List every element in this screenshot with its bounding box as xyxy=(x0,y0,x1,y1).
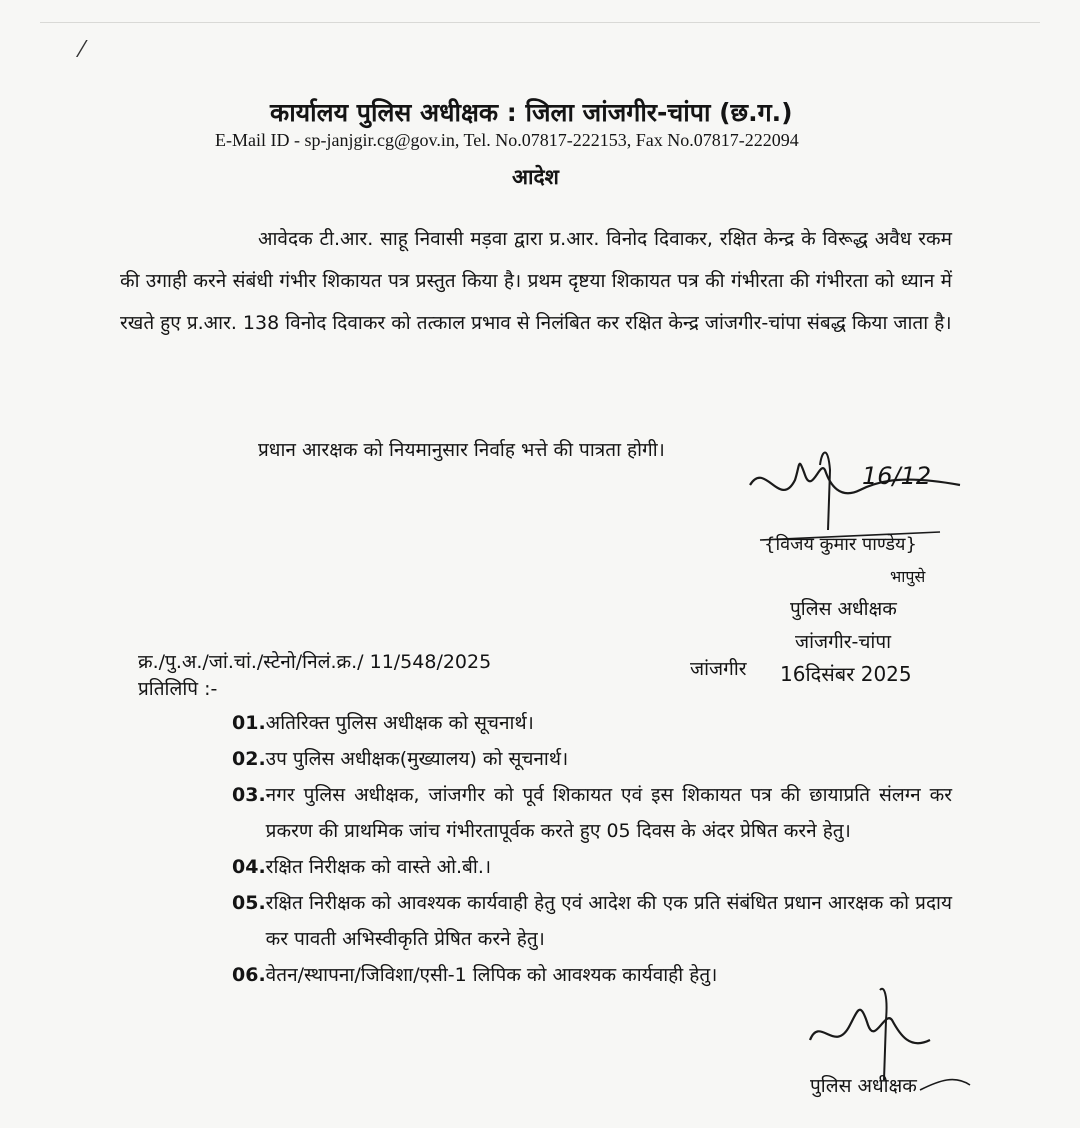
order-paragraph: आवेदक टी.आर. साहू निवासी मड़वा द्वारा प्र.आर. विनोद दिवाकर, रक्षित केन्द्र के विरूद्ध अवैध रकम की उगाही करने संबंधी गंभीर शिकायत पत्र प्रस्तुत किया है। प्रथम दृष्टया शिकायत पत्र की गंभीरता की गंभीरता को ध्यान में रखते हुए प्र.आर. 138 विनोद दिवाकर को तत्काल प्रभाव से निलंबित कर रक्षित केन्द्र जांजगीर-चांपा संबद्ध किया जाता है। xyxy=(120,228,952,334)
list-item xyxy=(232,705,952,741)
list-item-number: 05. xyxy=(232,892,266,914)
signatory-name: {विजय कुमार पाण्डेय} xyxy=(764,534,917,555)
list-item-text: रक्षित निरीक्षक को आवश्यक कार्यवाही हेतु एवं आदेश की एक प्रति संबंधित प्रधान आरक्षक को प्रदाय कर पावती अभिस्वीकृति प्रेषित करने हेतु। xyxy=(265,892,952,950)
list-item xyxy=(232,849,952,885)
copy-label: प्रतिलिपि :- xyxy=(138,678,218,700)
list-item-text: अतिरिक्त पुलिस अधीक्षक को सूचनार्थ। xyxy=(265,712,534,734)
signature-initials: 16/12 xyxy=(862,462,932,490)
reference-date: 16दिसंबर 2025 xyxy=(780,662,912,686)
list-item-number: 03. xyxy=(232,784,266,806)
list-item-number: 02. xyxy=(232,748,266,770)
list-item-number: 06. xyxy=(232,964,266,986)
signatory-designation: पुलिस अधीक्षक xyxy=(790,598,897,620)
list-item-text: उप पुलिस अधीक्षक(मुख्यालय) को सूचनार्थ। xyxy=(265,748,569,770)
list-item xyxy=(232,741,952,777)
list-item-number: 01. xyxy=(232,712,266,734)
footer-designation: पुलिस अधीक्षक xyxy=(810,1075,917,1097)
reference-number: क्र./पु.अ./जां.चां./स्टेनो/निलं.क्र./ 11/548/2025 xyxy=(138,651,492,673)
contact-line: E-Mail ID - sp-janjgir.cg@gov.in, Tel. No.07817-222153, Fax No.07817-222094 xyxy=(215,130,799,150)
reference-place: जांजगीर xyxy=(690,658,747,680)
list-item xyxy=(232,885,952,957)
signatory-district: जांजगीर-चांपा xyxy=(795,631,892,653)
signatory-service: भापुसे xyxy=(890,567,926,586)
top-divider xyxy=(40,22,1040,23)
list-item-text: नगर पुलिस अधीक्षक, जांजगीर को पूर्व शिकायत एवं इस शिकायत पत्र की छायाप्रति संलग्न कर प्रकरण की प्राथमिक जांच गंभीरतापूर्वक करते हुए 05 दिवस के अंदर प्रेषित करने हेतु। xyxy=(265,784,952,842)
copy-list xyxy=(232,705,952,993)
list-item-text: रक्षित निरीक्षक को वास्ते ओ.बी.। xyxy=(265,856,492,878)
office-title: कार्यालय पुलिस अधीक्षक : जिला जांजगीर-चांपा (छ.ग.) xyxy=(270,98,793,127)
list-item-text: वेतन/स्थापना/जिविशा/एसी-1 लिपिक को आवश्यक कार्यवाही हेतु। xyxy=(265,964,718,986)
pen-mark-icon: ⁄ xyxy=(80,38,84,63)
list-item xyxy=(232,777,952,849)
list-item-number: 04. xyxy=(232,856,266,878)
allowance-paragraph: प्रधान आरक्षक को नियमानुसार निर्वाह भत्ते की पात्रता होगी। xyxy=(258,439,665,461)
order-heading: आदेश xyxy=(512,165,559,189)
